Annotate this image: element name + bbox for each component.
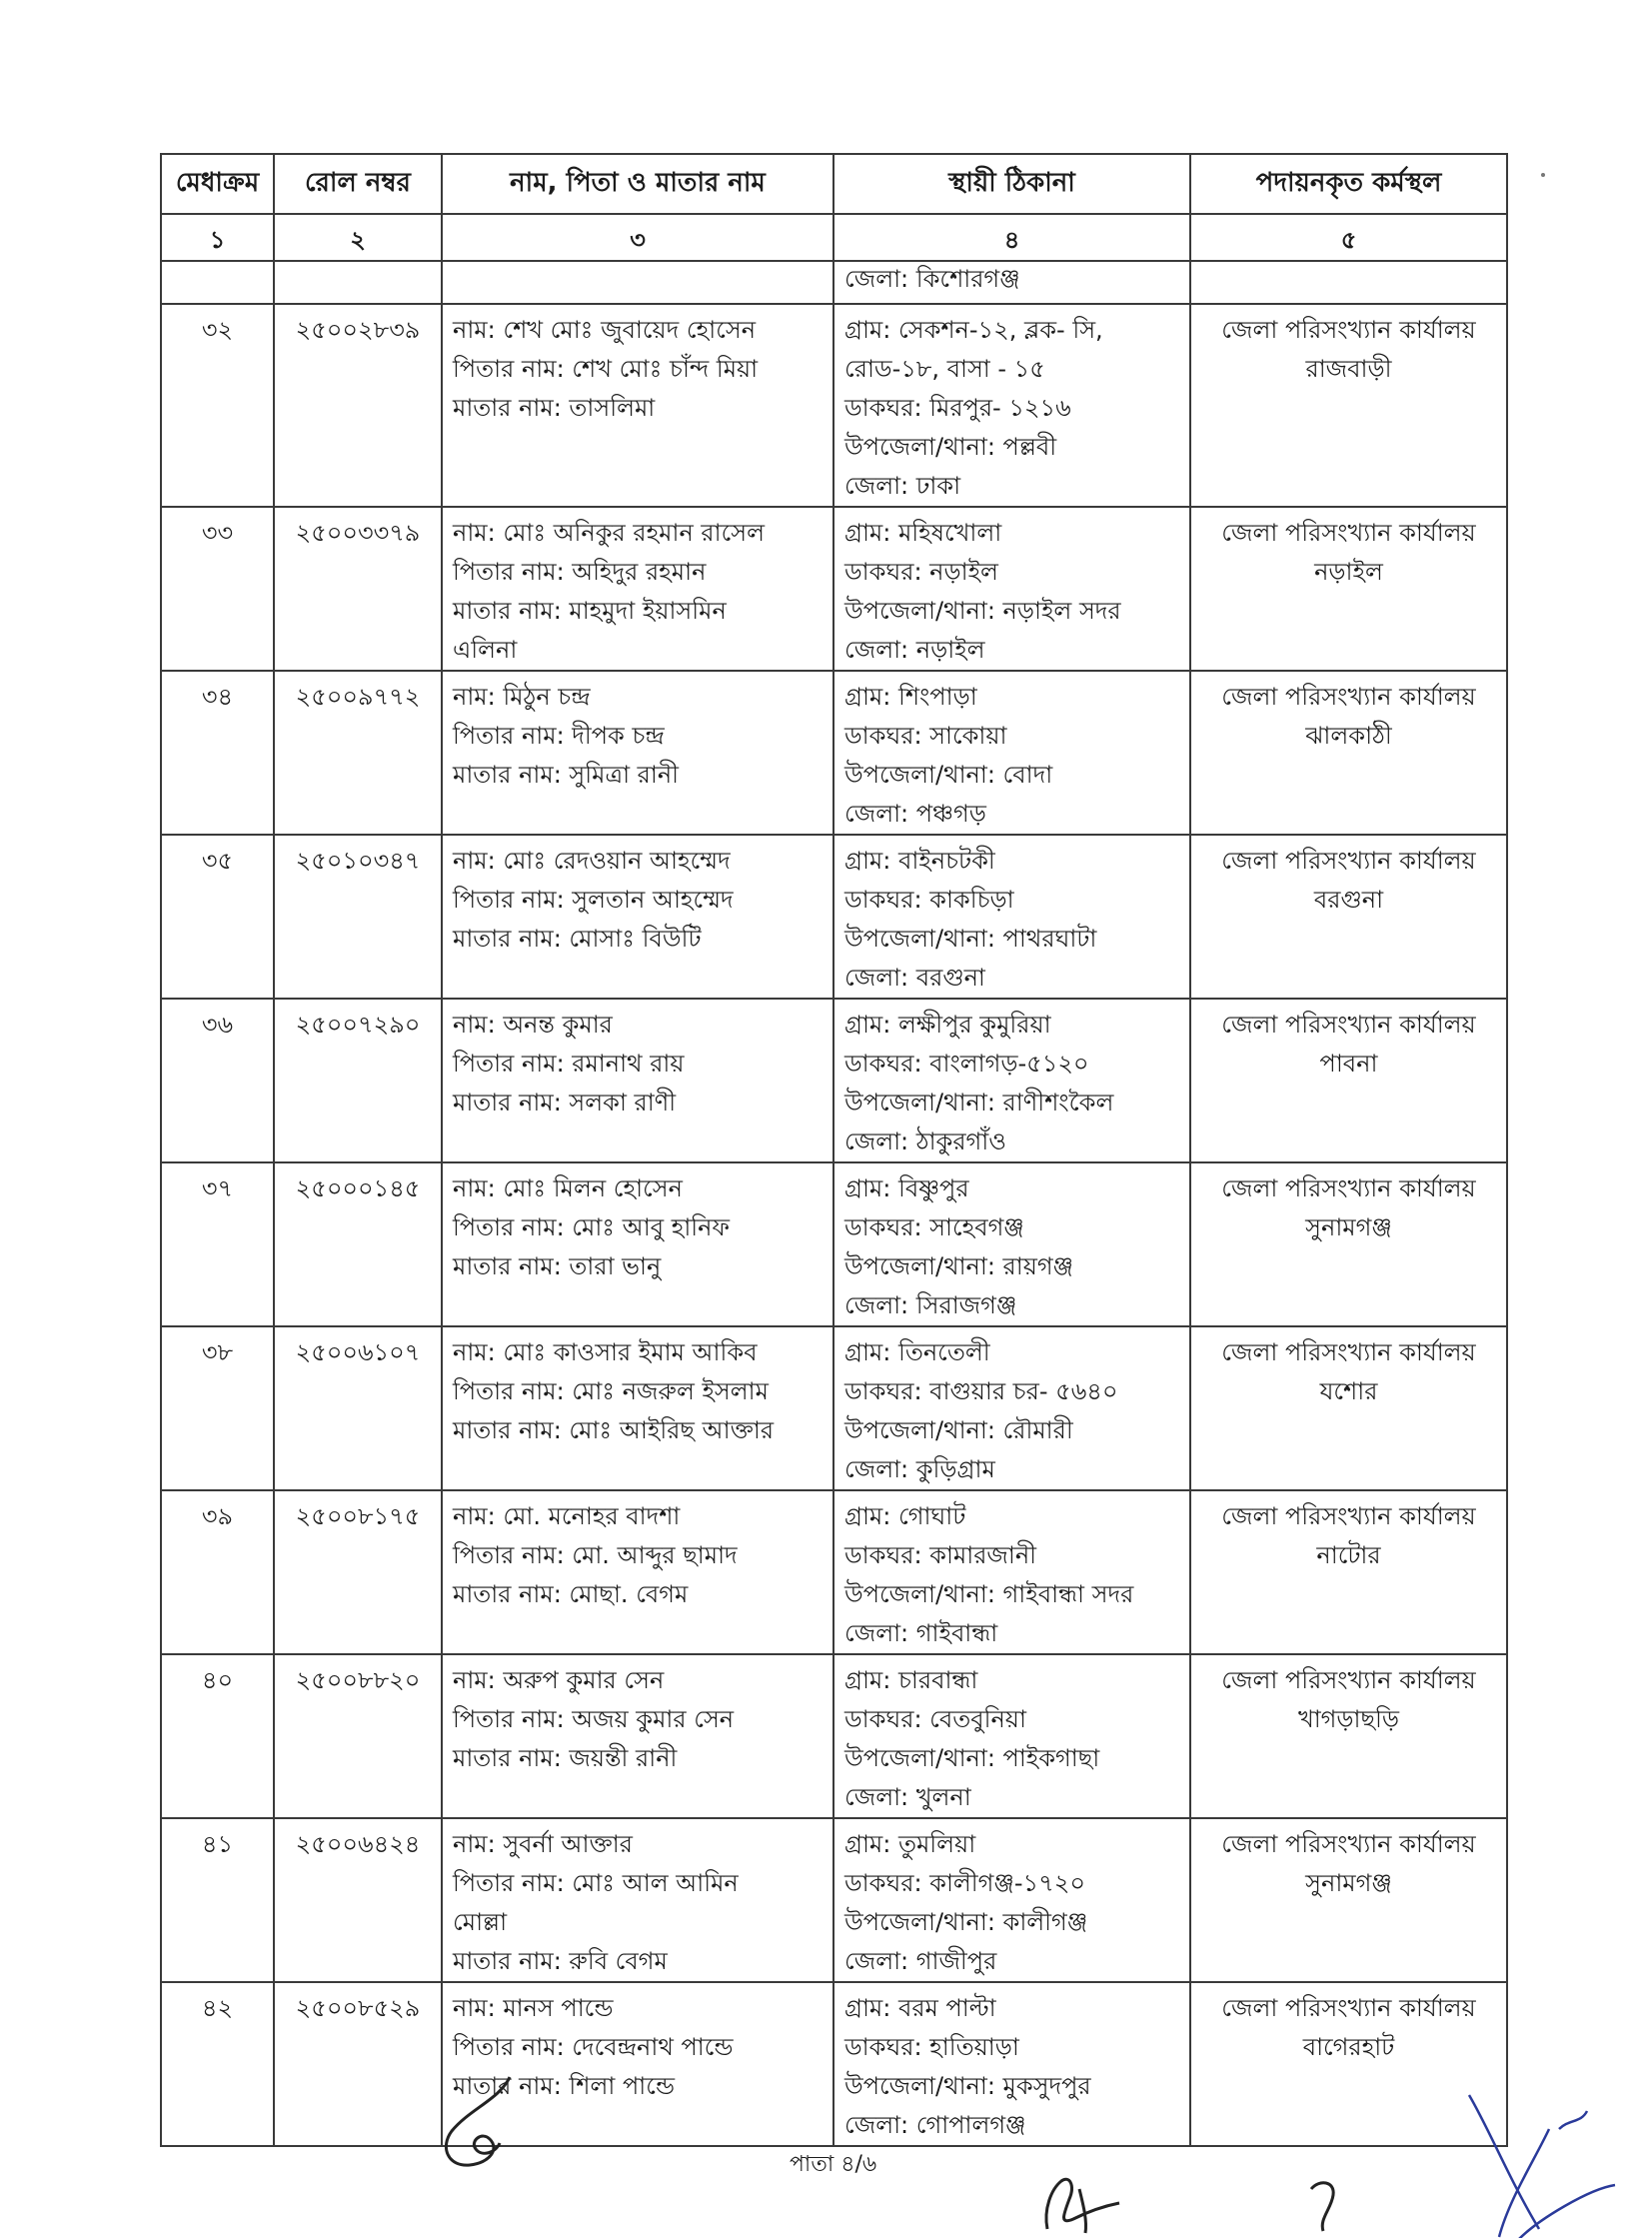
name-line: পিতার নাম: অহিদুর রহমান (453, 558, 707, 586)
address-line: উপজেলা/থানা: রাণীশংকৈল (844, 1089, 1114, 1117)
header-merit: মেধাক্রম (161, 154, 274, 214)
address-line: জেলা: নড়াইল (844, 636, 985, 664)
address-line: জেলা: সিরাজগঞ্জ (844, 1291, 1017, 1319)
names-cell (442, 507, 833, 671)
header-posting: পদায়নকৃত কর্মস্থল (1190, 154, 1507, 214)
name-line: নাম: অনন্ত কুমার (453, 1011, 613, 1039)
table-row (161, 1982, 1507, 2146)
table-row (161, 835, 1507, 999)
address-cell (833, 1162, 1190, 1326)
posting-cell (1190, 999, 1507, 1162)
table-row (161, 1818, 1507, 1982)
address-line: গ্রাম: বাইনচটকী (844, 847, 995, 875)
address-line: ডাকঘর: কাকচিড়া (844, 886, 1014, 914)
column-number: ৫ (1190, 214, 1507, 261)
name-line: নাম: মোঃ অনিকুর রহমান রাসেল (453, 519, 765, 547)
roll-cell: ২৫০০৮১৭৫ (274, 1490, 442, 1654)
address-line: উপজেলা/থানা: মুকসুদপুর (844, 2072, 1091, 2100)
name-line: নাম: মোঃ মিলন হোসেন (453, 1174, 683, 1202)
name-line: এলিনা (453, 636, 518, 664)
address-cell (833, 999, 1190, 1162)
posting-line: জেলা পরিসংখ্যান কার্যালয় (1221, 1502, 1476, 1530)
address-line: উপজেলা/থানা: পল্লবী (844, 433, 1057, 461)
address-line: উপজেলা/থানা: গাইবান্ধা সদর (844, 1580, 1134, 1608)
name-line: মাতার নাম: সুমিত্রা রানী (453, 761, 680, 789)
names-cell (442, 1818, 833, 1982)
page-number: পাতা ৪/৬ (790, 2152, 877, 2177)
names-cell (442, 1490, 833, 1654)
posting-line: নড়াইল (1314, 558, 1383, 586)
address-line: জেলা: কুড়িগ্রাম (844, 1455, 995, 1483)
roll-cell: ২৫০০৮৮২০ (274, 1654, 442, 1818)
address-line: রোড-১৮, বাসা - ১৫ (844, 355, 1045, 383)
name-line: পিতার নাম: মো. আব্দুর ছামাদ (453, 1541, 738, 1569)
posting-line: নাটোর (1316, 1541, 1381, 1569)
address-line: ডাকঘর: বাগুয়ার চর- ৫৬৪০ (844, 1377, 1118, 1405)
address-line: ডাকঘর: বেতবুনিয়া (844, 1705, 1026, 1733)
address-cell (833, 1818, 1190, 1982)
name-line: পিতার নাম: সুলতান আহম্মেদ (453, 886, 734, 914)
address-line: ডাকঘর: হাতিয়াড়া (844, 2033, 1019, 2061)
header-address: স্থায়ী ঠিকানা (833, 154, 1190, 214)
posting-line: জেলা পরিসংখ্যান কার্যালয় (1221, 316, 1476, 344)
merit-cell: ৩৩ (161, 507, 274, 671)
name-line: পিতার নাম: মোঃ আল আমিন (453, 1869, 739, 1897)
roll-cell: ২৫০০৭২৯০ (274, 999, 442, 1162)
address-cell (833, 1326, 1190, 1490)
posting-line: জেলা পরিসংখ্যান কার্যালয় (1221, 1994, 1476, 2022)
header-row (161, 154, 1507, 214)
roll-cell: ২৫০০৩৩৭৯ (274, 507, 442, 671)
name-line: নাম: মানস পান্ডে (453, 1994, 614, 2022)
merit-cell: ৪২ (161, 1982, 274, 2146)
posting-line: খাগড়াছড়ি (1297, 1705, 1400, 1733)
merit-cell: ৩৭ (161, 1162, 274, 1326)
name-line: নাম: মো. মনোহর বাদশা (453, 1502, 681, 1530)
address-line: ডাকঘর: বাংলাগড়-৫১২০ (844, 1050, 1089, 1078)
address-line: উপজেলা/থানা: পাথরঘাটা (844, 925, 1097, 953)
continuation-address: জেলা: কিশোরগঞ্জ (833, 261, 1190, 304)
posting-line: সুনামগঞ্জ (1305, 1213, 1392, 1241)
address-line: জেলা: ঢাকা (844, 472, 961, 500)
merit-cell: ৩৬ (161, 999, 274, 1162)
posting-line: জেলা পরিসংখ্যান কার্যালয় (1221, 1011, 1476, 1039)
posting-cell (1190, 671, 1507, 835)
header-roll: রোল নম্বর (274, 154, 442, 214)
name-line: পিতার নাম: দেবেন্দ্রনাথ পান্ডে (453, 2033, 734, 2061)
address-line: গ্রাম: শিংপাড়া (844, 683, 977, 711)
name-line: নাম: মিঠুন চন্দ্র (453, 683, 591, 711)
table-row (161, 507, 1507, 671)
names-cell (442, 999, 833, 1162)
name-line: মাতার নাম: মোসাঃ বিউটি (453, 925, 702, 953)
address-line: গ্রাম: তুমলিয়া (844, 1830, 976, 1858)
name-line: নাম: মোঃ রেদওয়ান আহম্মেদ (453, 847, 731, 875)
merit-cell: ৩৮ (161, 1326, 274, 1490)
roll-cell: ২৫০০০১৪৫ (274, 1162, 442, 1326)
roll-cell: ২৫০০৯৭৭২ (274, 671, 442, 835)
address-line: জেলা: গোপালগঞ্জ (844, 2111, 1026, 2139)
roll-cell: ২৫০০৬৪২৪ (274, 1818, 442, 1982)
address-line: ডাকঘর: কামারজানী (844, 1541, 1037, 1569)
name-line: পিতার নাম: দীপক চন্দ্র (453, 722, 665, 750)
address-line: উপজেলা/থানা: পাইকগাছা (844, 1744, 1100, 1772)
merit-cell: ৩২ (161, 304, 274, 507)
merit-cell: ৩৯ (161, 1490, 274, 1654)
name-line: পিতার নাম: মোঃ নজরুল ইসলাম (453, 1377, 769, 1405)
table-row (161, 999, 1507, 1162)
names-cell (442, 1654, 833, 1818)
name-line: নাম: শেখ মোঃ জুবায়েদ হোসেন (453, 316, 757, 344)
roll-cell: ২৫০১০৩৪৭ (274, 835, 442, 999)
table-row (161, 1162, 1507, 1326)
address-line: ডাকঘর: নড়াইল (844, 558, 998, 586)
merit-cell: ৩৪ (161, 671, 274, 835)
name-line: মাতার নাম: রুবি বেগম (453, 1947, 668, 1975)
posting-line: জেলা পরিসংখ্যান কার্যালয় (1221, 1666, 1476, 1694)
address-line: গ্রাম: লক্ষীপুর কুমুরিয়া (844, 1011, 1051, 1039)
name-line: মাতার নাম: মোঃ আইরিছ আক্তার (453, 1416, 775, 1444)
address-cell (833, 304, 1190, 507)
posting-line: জেলা পরিসংখ্যান কার্যালয় (1221, 519, 1476, 547)
table-row (161, 1326, 1507, 1490)
merit-list-table (160, 153, 1508, 2147)
name-line: মাতার নাম: জয়ন্তী রানী (453, 1744, 678, 1772)
posting-line: রাজবাড়ী (1305, 355, 1392, 383)
continuation-row (161, 261, 1507, 304)
address-cell (833, 507, 1190, 671)
column-number: ২ (274, 214, 442, 261)
name-line: মাতার নাম: মাহমুদা ইয়াসমিন (453, 597, 727, 625)
address-line: ডাকঘর: মিরপুর- ১২১৬ (844, 394, 1071, 422)
address-line: উপজেলা/থানা: রায়গঞ্জ (844, 1252, 1074, 1280)
address-cell (833, 835, 1190, 999)
address-line: উপজেলা/থানা: রৌমারী (844, 1416, 1073, 1444)
posting-line: যশোর (1319, 1377, 1378, 1405)
address-line: জেলা: বরগুনা (844, 964, 985, 992)
header-names: নাম, পিতা ও মাতার নাম (442, 154, 833, 214)
posting-line: জেলা পরিসংখ্যান কার্যালয় (1221, 683, 1476, 711)
address-line: গ্রাম: চারবান্ধা (844, 1666, 978, 1694)
address-line: ডাকঘর: সাহেবগঞ্জ (844, 1213, 1024, 1241)
names-cell (442, 1162, 833, 1326)
name-line: মাতার নাম: তারা ভানু (453, 1252, 662, 1280)
name-line: মোল্লা (453, 1908, 508, 1936)
roll-cell: ২৫০০৬১০৭ (274, 1326, 442, 1490)
address-cell (833, 1982, 1190, 2146)
posting-cell (1190, 1326, 1507, 1490)
signature-middle (1029, 2159, 1159, 2238)
name-line: পিতার নাম: রমানাথ রায় (453, 1050, 685, 1078)
table-row (161, 1490, 1507, 1654)
address-line: গ্রাম: তিনতেলী (844, 1338, 990, 1366)
address-line: জেলা: গাইবান্ধা (844, 1619, 998, 1647)
table-row (161, 671, 1507, 835)
address-line: উপজেলা/থানা: বোদা (844, 761, 1053, 789)
name-line: মাতার নাম: তাসলিমা (453, 394, 656, 422)
address-line: গ্রাম: গোঘাট (844, 1502, 966, 1530)
address-cell (833, 1490, 1190, 1654)
column-number-row (161, 214, 1507, 261)
address-line: ডাকঘর: সাকোয়া (844, 722, 1007, 750)
posting-cell (1190, 507, 1507, 671)
merit-cell: ৪০ (161, 1654, 274, 1818)
names-cell (442, 1326, 833, 1490)
address-line: উপজেলা/থানা: নড়াইল সদর (844, 597, 1121, 625)
name-line: পিতার নাম: অজয় কুমার সেন (453, 1705, 735, 1733)
posting-line: বরগুনা (1313, 886, 1384, 914)
posting-cell (1190, 304, 1507, 507)
signature-right (1439, 2089, 1619, 2238)
posting-line: বাগেরহাট (1302, 2033, 1395, 2061)
address-line: জেলা: গাজীপুর (844, 1947, 997, 1975)
address-line: গ্রাম: বরম পাল্টা (844, 1994, 996, 2022)
posting-line: ঝালকাঠী (1305, 722, 1392, 750)
posting-cell (1190, 1654, 1507, 1818)
roll-cell: ২৫০০৮৫২৯ (274, 1982, 442, 2146)
address-line: উপজেলা/থানা: কালীগঞ্জ (844, 1908, 1088, 1936)
posting-line: জেলা পরিসংখ্যান কার্যালয় (1221, 1338, 1476, 1366)
address-line: গ্রাম: মহিষখোলা (844, 519, 1002, 547)
address-cell (833, 671, 1190, 835)
posting-line: পাবনা (1319, 1050, 1378, 1078)
name-line: পিতার নাম: মোঃ আবু হানিফ (453, 1213, 731, 1241)
signature-initial (1299, 2169, 1359, 2238)
posting-cell (1190, 835, 1507, 999)
name-line: নাম: অরুপ কুমার সেন (453, 1666, 665, 1694)
address-line: গ্রাম: বিষ্ণুপুর (844, 1174, 969, 1202)
address-line: জেলা: খুলনা (844, 1783, 971, 1811)
name-line: নাম: মোঃ কাওসার ইমাম আকিব (453, 1338, 758, 1366)
name-line: মাতার নাম: শিলা পান্ডে (453, 2072, 676, 2100)
column-number: ১ (161, 214, 274, 261)
name-line: পিতার নাম: শেখ মোঃ চাঁন্দ মিয়া (453, 355, 759, 383)
name-line: মাতার নাম: সলকা রাণী (453, 1089, 677, 1117)
name-line: মাতার নাম: মোছা. বেগম (453, 1580, 689, 1608)
name-line: নাম: সুবর্না আক্তার (453, 1830, 633, 1858)
table-row (161, 1654, 1507, 1818)
column-number: ৪ (833, 214, 1190, 261)
names-cell (442, 304, 833, 507)
roll-cell: ২৫০০২৮৩৯ (274, 304, 442, 507)
posting-line: জেলা পরিসংখ্যান কার্যালয় (1221, 1830, 1476, 1858)
posting-cell (1190, 1162, 1507, 1326)
posting-cell (1190, 1818, 1507, 1982)
posting-line: জেলা পরিসংখ্যান কার্যালয় (1221, 847, 1476, 875)
names-cell (442, 671, 833, 835)
merit-cell: ৩৫ (161, 835, 274, 999)
address-line: গ্রাম: সেকশন-১২, ব্লক- সি, (844, 316, 1103, 344)
scan-speck (1541, 173, 1545, 177)
address-line: জেলা: পঞ্চগড় (844, 800, 986, 828)
column-number: ৩ (442, 214, 833, 261)
names-cell (442, 835, 833, 999)
address-line: জেলা: ঠাকুরগাঁও (844, 1127, 1006, 1155)
posting-line: সুনামগঞ্জ (1305, 1869, 1392, 1897)
address-cell (833, 1654, 1190, 1818)
signature-left (430, 2069, 540, 2179)
table-row (161, 304, 1507, 507)
posting-cell (1190, 1490, 1507, 1654)
posting-line: জেলা পরিসংখ্যান কার্যালয় (1221, 1174, 1476, 1202)
address-line: ডাকঘর: কালীগঞ্জ-১৭২০ (844, 1869, 1085, 1897)
merit-cell: ৪১ (161, 1818, 274, 1982)
